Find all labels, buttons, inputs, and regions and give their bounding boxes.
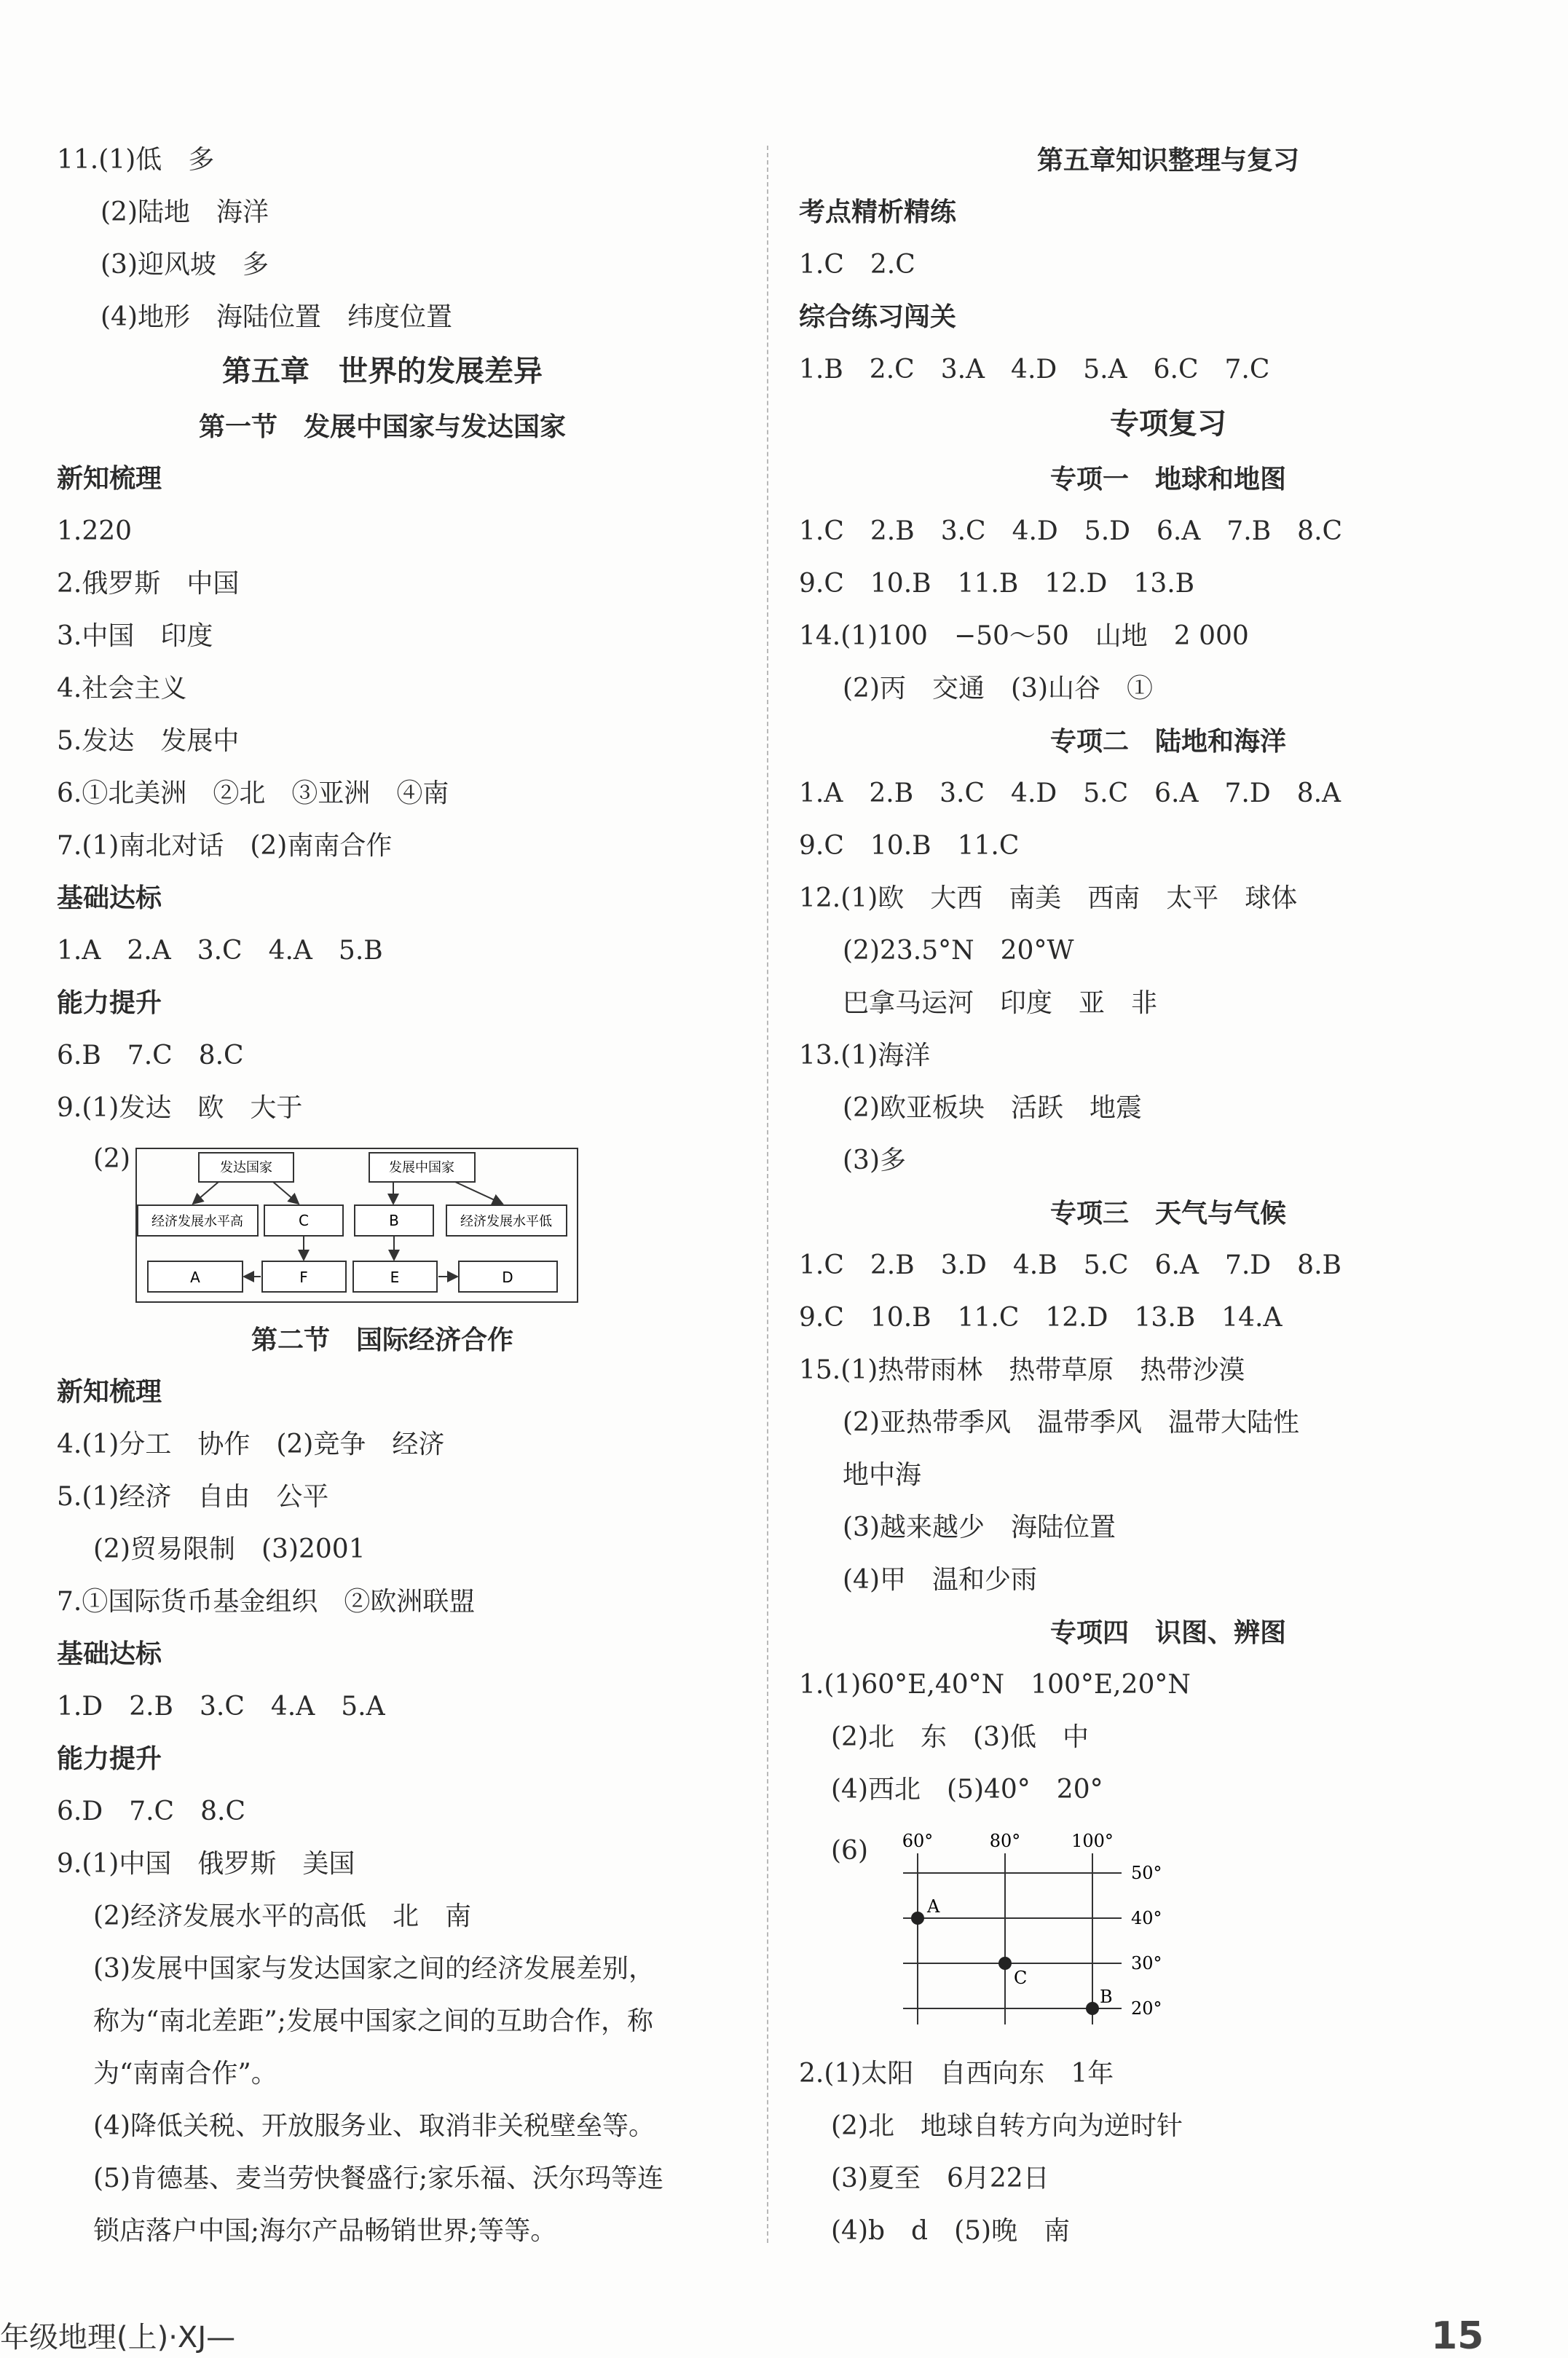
- lat-label-20: 20°: [1131, 1998, 1162, 2019]
- sec2-q9-5-cont: 锁店落户中国;海尔产品畅销世界;等等。: [93, 2216, 557, 2246]
- lat-lon-grid: [870, 1828, 1234, 2039]
- s1-line-2: 9.C 10.B 11.B 12.D 13.B: [799, 569, 1195, 599]
- sec1-new-4: 4.社会主义: [57, 674, 187, 703]
- practice-heading: 综合练习闯关: [799, 302, 957, 332]
- point-B-label: B: [1100, 1987, 1113, 2007]
- q11-line-2: (2)陆地 海洋: [101, 197, 269, 227]
- lat-label-30: 30°: [1131, 1953, 1162, 1973]
- s2-line-8: (3)多: [843, 1146, 906, 1175]
- sec1-basic-heading: 基础达标: [57, 883, 162, 913]
- sec1-new-2: 2.俄罗斯 中国: [57, 569, 240, 599]
- sec2-q9-3-end: 为“南南合作”。: [93, 2059, 277, 2089]
- s4-q2-3: (3)夏至 6月22日: [831, 2164, 1049, 2193]
- s3-line-3: 15.(1)热带雨林 热带草原 热带沙漠: [799, 1355, 1245, 1385]
- sec1-new-6: 6.①北美洲 ②北 ③亚洲 ④南: [57, 778, 449, 808]
- sec1-new-5: 5.发达 发展中: [57, 726, 240, 756]
- sec1-ability-heading: 能力提升: [57, 988, 162, 1018]
- sec1-new-heading: 新知梳理: [57, 464, 162, 494]
- label-A: A: [190, 1269, 200, 1286]
- s4-line-2: (2)北 东 (3)低 中: [831, 1722, 1089, 1752]
- points-answers: 1.C 2.C: [799, 250, 915, 280]
- special-review-title: 专项复习: [1110, 406, 1226, 441]
- s3-line-7: (4)甲 温和少雨: [843, 1565, 1037, 1595]
- page-number: 15: [1431, 2314, 1484, 2358]
- sec2-q9-3: (3)发展中国家与发达国家之间的经济发展差别，: [93, 1954, 655, 1984]
- q11-line-4: (4)地形 海陆位置 纬度位置: [101, 302, 452, 332]
- lat-label-50: 50°: [1131, 1863, 1162, 1883]
- sec2-ability-answers: 6.D 7.C 8.C: [57, 1797, 245, 1826]
- sec1-basic-answers: 1.A 2.A 3.C 4.A 5.B: [57, 936, 383, 966]
- s2-title: 专项二 陆地和海洋: [1049, 726, 1286, 757]
- lon-label-100: 100°: [1071, 1831, 1114, 1851]
- label-D: D: [502, 1269, 513, 1286]
- sec2-q9-3-cont: 称为“南北差距”;发展中国家之间的互助合作，称: [93, 2006, 653, 2036]
- sec2-new-4: 7.①国际货币基金组织 ②欧洲联盟: [57, 1587, 476, 1617]
- label-F: F: [299, 1269, 308, 1286]
- sec2-basic-answers: 1.D 2.B 3.C 4.A 5.A: [57, 1692, 385, 1722]
- s2-line-4: (2)23.5°N 20°W: [843, 936, 1074, 966]
- sec2-new-1: 4.(1)分工 协作 (2)竞争 经济: [57, 1430, 445, 1459]
- label-E: E: [390, 1269, 400, 1286]
- s1-line-3: 14.(1)100 −50～50 山地 2 000: [799, 621, 1249, 651]
- development-diagram: [135, 1147, 579, 1304]
- sec2-new-3: (2)贸易限制 (3)2001: [93, 1534, 366, 1564]
- lat-label-40: 40°: [1131, 1908, 1162, 1928]
- section-1-title: 第一节 发展中国家与发达国家: [198, 411, 566, 442]
- section-2-title: 第二节 国际经济合作: [251, 1325, 513, 1355]
- sec1-ability-answers: 6.B 7.C 8.C: [57, 1041, 244, 1070]
- q11-line-1: 11.(1)低 多: [57, 145, 215, 175]
- lon-label-60: 60°: [902, 1831, 934, 1851]
- practice-answers: 1.B 2.C 3.A 4.D 5.A 6.C 7.C: [799, 355, 1270, 385]
- point-B: [1086, 2002, 1099, 2015]
- s2-line-5: 巴拿马运河 印度 亚 非: [843, 988, 1158, 1018]
- column-divider: [767, 146, 768, 2243]
- s2-line-7: (2)欧亚板块 活跃 地震: [843, 1093, 1142, 1123]
- label-developing: 发展中国家: [389, 1160, 454, 1175]
- sec2-q9-5: (5)肯德基、麦当劳快餐盛行;家乐福、沃尔玛等连: [93, 2164, 664, 2193]
- sec2-ability-heading: 能力提升: [57, 1744, 162, 1774]
- points-heading: 考点精析精练: [799, 197, 957, 227]
- sec2-new-2: 5.(1)经济 自由 公平: [57, 1482, 329, 1512]
- sec2-new-heading: 新知梳理: [57, 1377, 162, 1407]
- s3-line-1: 1.C 2.B 3.D 4.B 5.C 6.A 7.D 8.B: [799, 1250, 1342, 1280]
- sec2-q9-4: (4)降低关税、开放服务业、取消非关税壁垒等。: [93, 2111, 655, 2141]
- s4-q2-2: (2)北 地球自转方向为逆时针: [831, 2111, 1183, 2141]
- sec2-q9-2: (2)经济发展水平的高低 北 南: [93, 1901, 471, 1931]
- s2-line-3: 12.(1)欧 大西 南美 西南 太平 球体: [799, 883, 1298, 913]
- sec2-basic-heading: 基础达标: [57, 1639, 162, 1669]
- s3-line-6: (3)越来越少 海陆位置: [843, 1513, 1116, 1542]
- sec2-q9-1: 9.(1)中国 俄罗斯 美国: [57, 1849, 355, 1879]
- sec1-new-7: 7.(1)南北对话 (2)南南合作: [57, 831, 393, 861]
- s4-q2-1: 2.(1)太阳 自西向东 1年: [799, 2059, 1114, 2089]
- sec1-q9-1: 9.(1)发达 欧 大于: [57, 1093, 303, 1123]
- s2-line-6: 13.(1)海洋: [799, 1041, 931, 1070]
- q11-line-3: (3)迎风坡 多: [101, 250, 269, 280]
- label-econ-low: 经济发展水平低: [460, 1214, 552, 1229]
- s3-line-2: 9.C 10.B 11.C 12.D 13.B 14.A: [799, 1303, 1283, 1333]
- s4-q6-label: (6): [831, 1836, 868, 1866]
- sec1-new-1: 1.220: [57, 516, 133, 546]
- s4-q2-4: (4)b d (5)晚 南: [831, 2216, 1071, 2246]
- s3-title: 专项三 天气与气候: [1049, 1198, 1286, 1229]
- s1-line-1: 1.C 2.B 3.C 4.D 5.D 6.A 7.B 8.C: [799, 516, 1343, 546]
- s2-line-2: 9.C 10.B 11.C: [799, 831, 1020, 861]
- s3-line-4: (2)亚热带季风 温带季风 温带大陆性: [843, 1408, 1299, 1438]
- point-C-label: C: [1014, 1968, 1028, 1988]
- review-title: 第五章知识整理与复习: [1036, 145, 1299, 176]
- s1-line-4: (2)丙 交通 (3)山谷 ①: [843, 674, 1153, 703]
- label-econ-high: 经济发展水平高: [151, 1214, 243, 1229]
- point-A: [911, 1912, 924, 1925]
- sec1-q9-2-label: (2): [93, 1144, 130, 1174]
- point-C: [998, 1957, 1012, 1970]
- s3-line-5: 地中海: [843, 1460, 922, 1490]
- footer-book-label: 年级地理(上)·XJ—: [0, 2321, 236, 2354]
- label-C: C: [299, 1212, 309, 1229]
- s1-title: 专项一 地球和地图: [1049, 464, 1286, 494]
- s4-title: 专项四 识图、辨图: [1049, 1617, 1286, 1648]
- point-A-label: A: [927, 1896, 940, 1917]
- sec1-new-3: 3.中国 印度: [57, 621, 213, 651]
- label-B: B: [389, 1212, 399, 1229]
- lon-label-80: 80°: [989, 1831, 1021, 1851]
- s4-line-3: (4)西北 (5)40° 20°: [831, 1775, 1103, 1805]
- label-developed: 发达国家: [220, 1160, 272, 1175]
- s2-line-1: 1.A 2.B 3.C 4.D 5.C 6.A 7.D 8.A: [799, 778, 1342, 808]
- chapter-title: 第五章 世界的发展差异: [222, 354, 543, 388]
- s4-line-1: 1.(1)60°E,40°N 100°E,20°N: [799, 1670, 1191, 1700]
